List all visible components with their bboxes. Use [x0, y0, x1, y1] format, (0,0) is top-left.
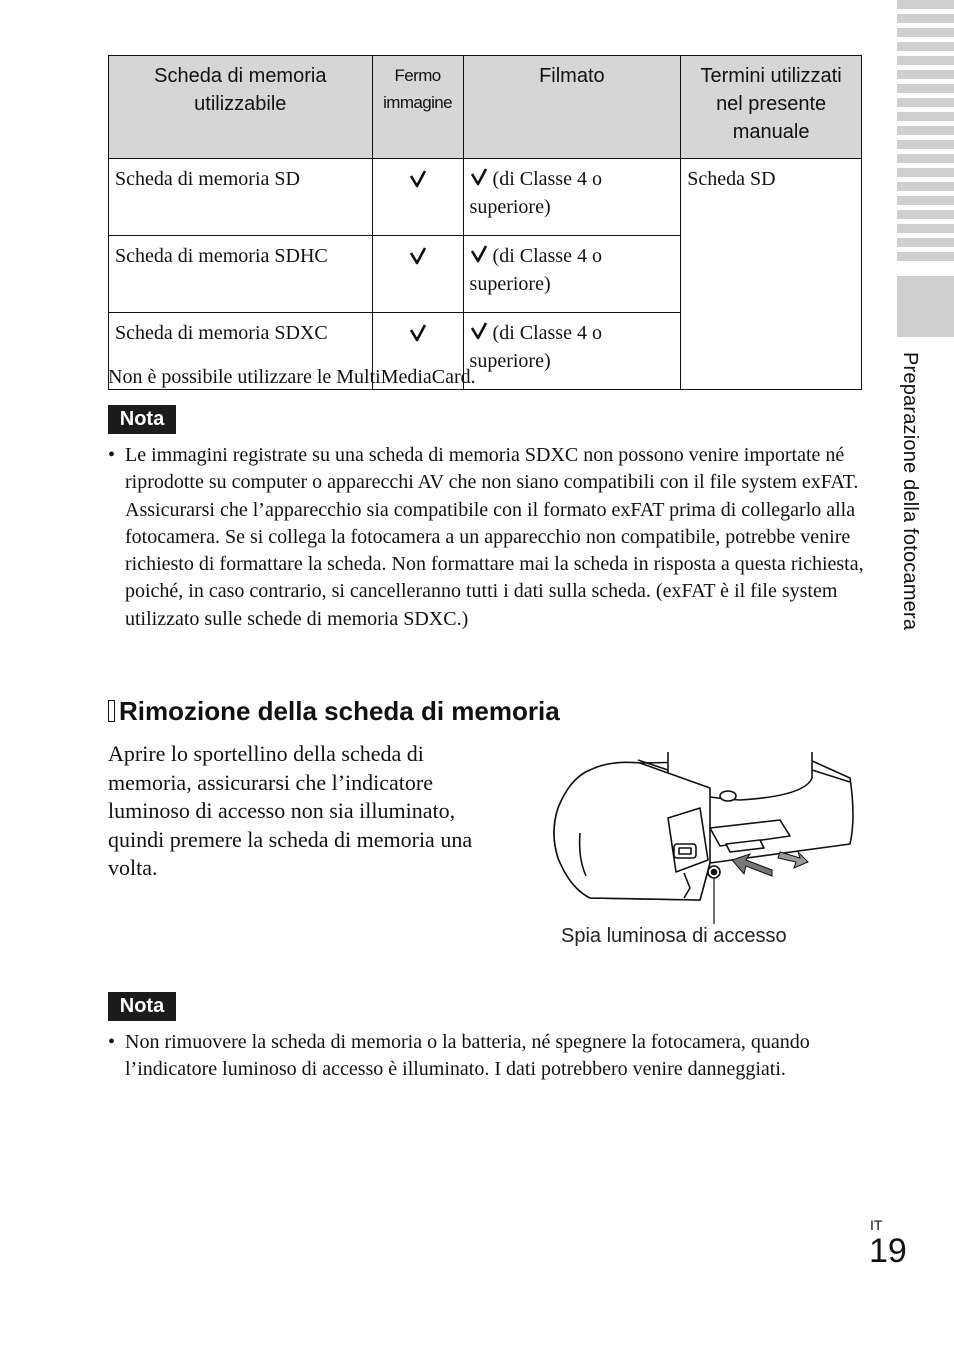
illustration-caption: Spia luminosa di accesso: [561, 925, 787, 947]
camera-card-removal-illustration: [550, 748, 860, 928]
table-row: [109, 159, 862, 236]
still-check: [372, 159, 463, 236]
still-check: [372, 236, 463, 313]
section-body: Aprire lo sportellino della scheda di memoria, assicurarsi che l’indicatore luminoso di accesso non sia illuminato, quindi premere la scheda di memoria una volta.: [108, 741, 473, 881]
bullet-dot: •: [108, 444, 116, 466]
checkmark-icon: [470, 321, 488, 340]
note-bullet: [108, 1029, 864, 1084]
movie-cell: [463, 313, 681, 390]
multimedia-note: Non è possibile utilizzare le MultiMediaCard.: [108, 366, 476, 388]
section-title: Rimozione della scheda di memoria: [119, 696, 560, 726]
nota-badge: Nota: [108, 405, 176, 434]
checkmark-icon: [470, 244, 488, 263]
nota-badge: Nota: [108, 992, 176, 1021]
checkmark-icon: [409, 169, 427, 188]
note-bullet-text: Non rimuovere la scheda di memoria o la batteria, né spegnere la fotocamera, quando l’indicatore luminoso di accesso è illuminato. I dati potrebbero venire danneggiati.: [125, 1031, 810, 1081]
memory-card-table: [108, 55, 862, 390]
checkmark-icon: [470, 167, 488, 186]
bullet-dot: •: [108, 1031, 116, 1053]
note-bullet-text: Le immagini registrate su una scheda di memoria SDXC non possono venire importate né riprodotte su computer o apparecchi AV che non siano compatibili con il file system exFAT. Assicurarsi che l’apparecchio sia compatibile con il formato exFAT prima di collegarlo alla fotocamera. Se si collega la fotocamera a un apparecchio non compatibile, potrebbe venire richiesto di formattare la scheda. Non formattare mai la scheda in risposta a questa richiesta, poiché, in caso contrario, si cancelleranno tutti i dati sulla scheda. (exFAT è il file system utilizzato sulle schede di memoria SDXC.): [125, 444, 864, 630]
header-still: Fermo immagine: [372, 56, 463, 159]
edge-stripes: [897, 0, 954, 266]
header-terms: Termini utilizzati nel presente manuale: [681, 56, 862, 159]
checkmark-icon: [409, 246, 427, 265]
header-movie: Filmato: [463, 56, 681, 159]
chapter-tab: [897, 276, 954, 337]
term-cell: Scheda SD: [681, 159, 862, 390]
movie-class: (di Classe 4 o superiore): [469, 245, 602, 295]
card-name: Scheda di memoria SD: [109, 159, 373, 236]
checkmark-icon: [409, 323, 427, 342]
table-header-row: [109, 56, 862, 159]
movie-class: (di Classe 4 o superiore): [469, 322, 602, 372]
section-heading: [108, 694, 560, 728]
card-name: Scheda di memoria SDHC: [109, 236, 373, 313]
header-card: Scheda di memoria utilizzabile: [109, 56, 373, 159]
language-code: IT: [870, 1217, 883, 1233]
movie-class: (di Classe 4 o superiore): [469, 168, 602, 218]
section-marker-icon: [108, 700, 115, 722]
page-number: 19: [869, 1232, 907, 1270]
movie-cell: [463, 159, 681, 236]
chapter-label: Preparazione della fotocamera: [899, 352, 921, 631]
movie-cell: [463, 236, 681, 313]
note-bullet: [108, 442, 864, 633]
card-name: Scheda di memoria SDXC: [109, 313, 373, 390]
